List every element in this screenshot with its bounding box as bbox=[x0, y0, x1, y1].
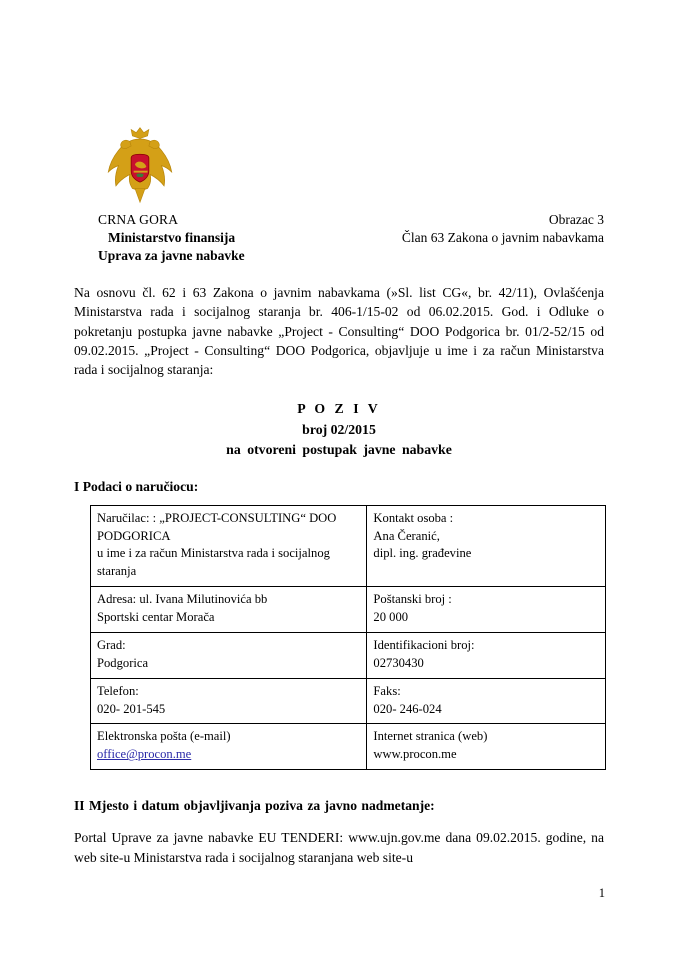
table-cell-city: Grad: Podgorica bbox=[91, 632, 367, 678]
email-link[interactable]: office@procon.me bbox=[97, 747, 192, 762]
authority-label: Uprava za javne nabavke bbox=[98, 247, 245, 263]
intro-paragraph: Na osnovu čl. 62 i 63 Zakona o javnim nabavkama (»Sl. list CG«, br. 42/11), Ovlašćenja Ministarstva rada i socijalnog staranja br. 406-1/15-02 od 06.02.2015. God. i Odluke o pokretanju postupka javne nabavke „Project - Consulting“ DOO Podgorica br. 01/2-52/15 od 09.02.2015. „Project - Consulting“ DOO Podgorica, objavljuje u ime i za račun Ministarstva rada i socijalnog staranja: bbox=[74, 285, 604, 378]
section-2-heading: II Mjesto i datum objavljivanja poziva za javno nadmetanje: bbox=[74, 798, 435, 814]
table-cell-fax: Faks: 020- 246-024 bbox=[367, 678, 606, 724]
title-line-procedure: na otvoreni postupak javne nabavke bbox=[226, 442, 452, 458]
table-cell-email bbox=[91, 724, 367, 770]
form-number-label: Obrazac 3 bbox=[548, 212, 604, 227]
title-line-number: broj 02/2015 bbox=[302, 421, 376, 437]
table-cell-identification-number: Identifikacioni broj: 02730430 bbox=[367, 632, 606, 678]
section-1-heading: I Podaci o naručiocu: bbox=[74, 478, 199, 494]
table-cell-address: Adresa: ul. Ivana Milutinovića bb Sportski centar Morača bbox=[91, 587, 367, 633]
document-content bbox=[74, 125, 604, 868]
table-cell-contracting-authority: Naručilac: : „PROJECT-CONSULTING“ DOO PODGORICA u ime i za račun Ministarstva rada i socijalnog staranja bbox=[91, 505, 367, 587]
page-number: 1 bbox=[598, 886, 605, 900]
table-row bbox=[91, 724, 606, 770]
contracting-authority-table bbox=[90, 505, 606, 771]
montenegro-coat-of-arms-icon bbox=[102, 125, 178, 205]
table-row bbox=[91, 632, 606, 678]
coat-of-arms-container bbox=[74, 125, 604, 207]
header-left-block bbox=[98, 211, 245, 264]
table-cell-website: Internet stranica (web) www.procon.me bbox=[367, 724, 606, 770]
law-article-label: Član 63 Zakona o javnim nabavkama bbox=[401, 229, 604, 245]
document-header bbox=[74, 211, 604, 269]
section-2-paragraph: Portal Uprave za javne nabavke EU TENDERI: www.ujn.gov.me dana 09.02.2015. godine, na web site-u Ministarstva rada i socijalnog staranjana web site-u bbox=[74, 830, 604, 865]
country-label: CRNA GORA bbox=[98, 212, 179, 227]
table-row bbox=[91, 678, 606, 724]
email-label: Elektronska pošta (e-mail) bbox=[97, 729, 231, 744]
header-right-block bbox=[402, 211, 604, 247]
table-row bbox=[91, 587, 606, 633]
table-cell-contact-person: Kontakt osoba : Ana Čeranić, dipl. ing. građevine bbox=[367, 505, 606, 587]
title-line-poziv: P O Z I V bbox=[297, 401, 381, 417]
ministry-label: Ministarstvo finansija bbox=[108, 229, 236, 245]
document-title-block bbox=[74, 399, 604, 460]
table-cell-telephone: Telefon: 020- 201-545 bbox=[91, 678, 367, 724]
table-cell-postal-code: Poštanski broj : 20 000 bbox=[367, 587, 606, 633]
table-row bbox=[91, 505, 606, 587]
